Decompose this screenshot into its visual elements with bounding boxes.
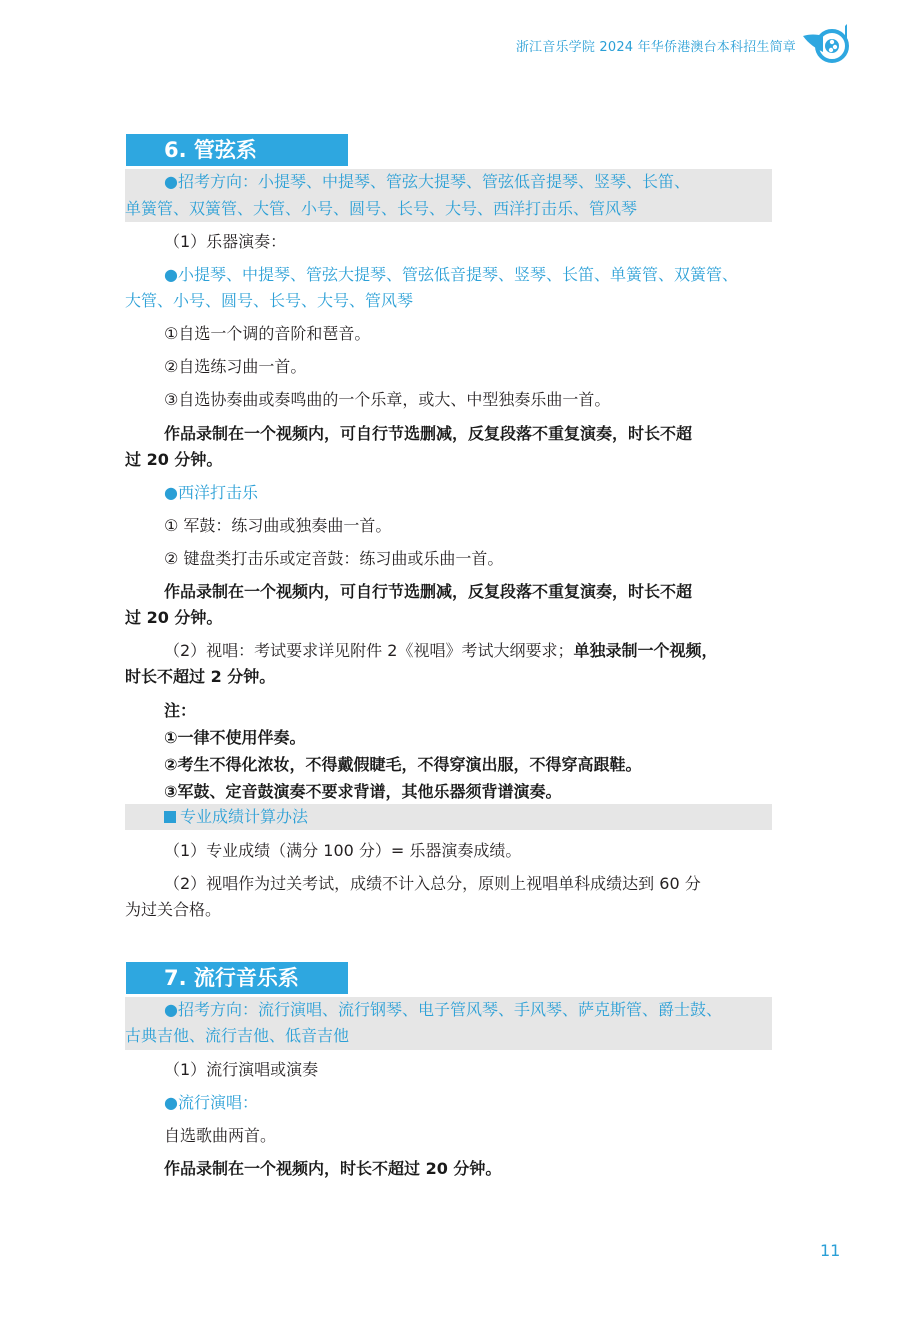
section-title-7: 7. 流行音乐系	[126, 962, 348, 994]
recruit-direction-line: 古典吉他、流行吉他、低音吉他	[125, 1026, 350, 1045]
requirement-2: ②自选练习曲一首。	[164, 357, 307, 376]
recruit-direction-line: 单簧管、双簧管、大管、小号、圆号、长号、大号、西洋打击乐、管风琴	[125, 199, 638, 218]
video-rule-line: 作品录制在一个视频内，可自行节选删减，反复段落不重复演奏，时长不超	[164, 582, 693, 601]
requirement-3: ③自选协奏曲或奏鸣曲的一个乐章，或大、中型独奏乐曲一首。	[164, 390, 611, 409]
section-title-6: 6. 管弦系	[126, 134, 348, 166]
percussion-heading: ●西洋打击乐	[164, 483, 258, 502]
score-heading	[164, 804, 308, 830]
note-3: ③军鼓、定音鼓演奏不要求背谱，其他乐器须背谱演奏。	[164, 782, 562, 801]
sight-singing-duration: 时长不超过 2 分钟。	[125, 667, 276, 686]
pop-vocal-heading: ●流行演唱：	[164, 1093, 258, 1112]
requirement-1: ①自选一个调的音阶和琶音。	[164, 324, 371, 343]
sight-singing-bold: 单独录制一个视频，	[573, 641, 718, 660]
instrument-list-line: ●小提琴、中提琴、管弦大提琴、管弦低音提琴、竖琴、长笛、单簧管、双簧管、	[164, 265, 738, 284]
school-logo-icon	[801, 22, 849, 70]
note-2: ②考生不得化浓妆，不得戴假睫毛，不得穿演出服，不得穿高跟鞋。	[164, 755, 642, 774]
score-heading-text: 专业成绩计算办法	[180, 807, 309, 826]
recruit-direction-line: ●招考方向：流行演唱、流行钢琴、电子管风琴、手风琴、萨克斯管、爵士鼓、	[164, 1000, 722, 1019]
score-rule-1: （1）专业成绩（满分 100 分）= 乐器演奏成绩。	[164, 841, 522, 860]
recruit-direction-line: ●招考方向：小提琴、中提琴、管弦大提琴、管弦低音提琴、竖琴、长笛、	[164, 172, 690, 191]
notes-heading: 注：	[164, 701, 197, 720]
video-rule-line: 作品录制在一个视频内，可自行节选删减，反复段落不重复演奏，时长不超	[164, 424, 693, 443]
percussion-requirement-2: ② 键盘类打击乐或定音鼓：练习曲或乐曲一首。	[164, 549, 504, 568]
page-number: 11	[820, 1241, 841, 1260]
item-instrument-performance: （1）乐器演奏：	[164, 232, 287, 251]
instrument-list-line: 大管、小号、圆号、长号、大号、管风琴	[125, 291, 414, 310]
video-rule-line: 作品录制在一个视频内，时长不超过 20 分钟。	[164, 1159, 502, 1178]
video-rule-line: 过 20 分钟。	[125, 608, 223, 627]
percussion-requirement-1: ① 军鼓：练习曲或独奏曲一首。	[164, 516, 392, 535]
score-rule-2-line: （2）视唱作为过关考试，成绩不计入总分，原则上视唱单科成绩达到 60 分	[164, 874, 701, 893]
square-bullet-icon	[164, 811, 176, 823]
header-title: 浙江音乐学院 2024 年华侨港澳台本科招生简章	[515, 40, 796, 55]
item-pop-vocal-or-instrument: （1）流行演唱或演奏	[164, 1060, 319, 1079]
sight-singing-text: （2）视唱：考试要求详见附件 2《视唱》考试大纲要求；	[164, 641, 574, 660]
item-sight-singing	[164, 638, 717, 664]
video-rule-line: 过 20 分钟。	[125, 450, 223, 469]
score-rule-2-line: 为过关合格。	[125, 900, 222, 919]
pop-vocal-requirement: 自选歌曲两首。	[164, 1126, 277, 1145]
note-1: ①一律不使用伴奏。	[164, 728, 306, 747]
